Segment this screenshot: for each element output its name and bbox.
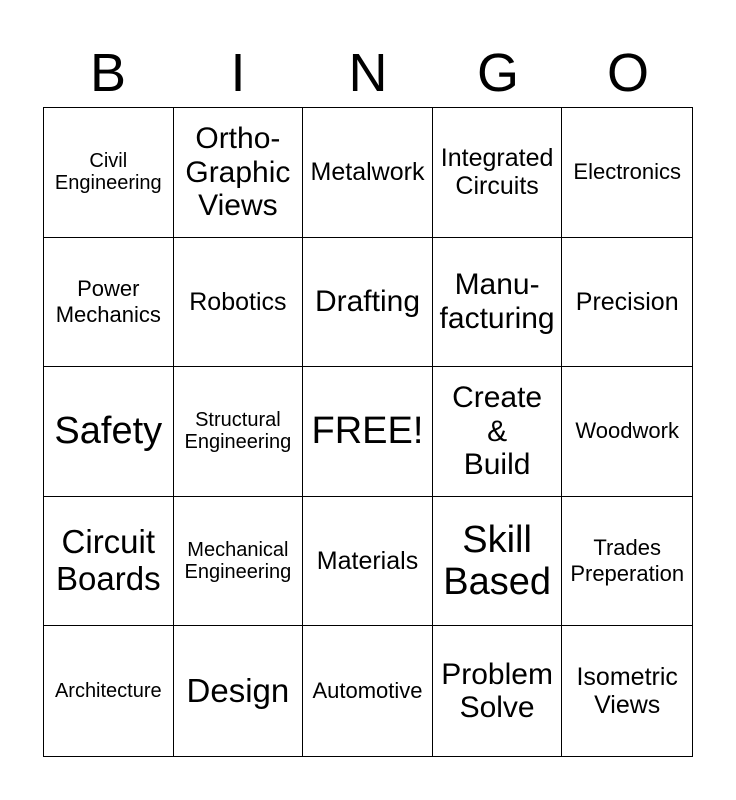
bingo-cell[interactable]: Electronics [562,108,692,238]
free-space-cell[interactable]: FREE! [303,367,433,497]
bingo-cell[interactable]: Circuit Boards [44,497,174,627]
bingo-cell[interactable]: Mechanical Engineering [174,497,304,627]
bingo-board [43,107,693,757]
bingo-cell[interactable]: Drafting [303,238,433,368]
bingo-cell[interactable]: Design [174,626,304,756]
bingo-header [43,40,693,106]
bingo-cell[interactable]: Woodwork [562,367,692,497]
bingo-cell[interactable]: Structural Engineering [174,367,304,497]
bingo-cell[interactable]: Problem Solve [433,626,563,756]
bingo-cell[interactable]: Precision [562,238,692,368]
header-letter-g: G [476,43,519,103]
bingo-cell[interactable]: Metalwork [303,108,433,238]
bingo-cell[interactable]: Manu- facturing [433,238,563,368]
bingo-cell[interactable]: Isometric Views [576,663,678,720]
bingo-cell[interactable]: Architecture [44,626,174,756]
bingo-cell[interactable]: Robotics [174,238,304,368]
bingo-cell[interactable]: Skill Based [433,497,563,627]
header-letter-o: O [606,43,649,103]
bingo-cell[interactable]: Civil Engineering [44,108,174,238]
bingo-cell[interactable]: Materials [303,497,433,627]
bingo-cell[interactable]: Power Mechanics [44,238,174,368]
bingo-cell[interactable]: Automotive [303,626,433,756]
bingo-cell[interactable]: Safety [44,367,174,497]
bingo-cell[interactable]: Trades Preperation [562,497,692,627]
bingo-cell[interactable]: Create & Build [433,367,563,497]
header-letter-b: B [89,43,127,103]
header-letter-n: N [348,43,388,103]
bingo-cell[interactable]: Ortho- Graphic Views [174,108,304,238]
header-letter-i: I [230,43,246,103]
bingo-cell[interactable]: Integrated Circuits [433,108,563,238]
